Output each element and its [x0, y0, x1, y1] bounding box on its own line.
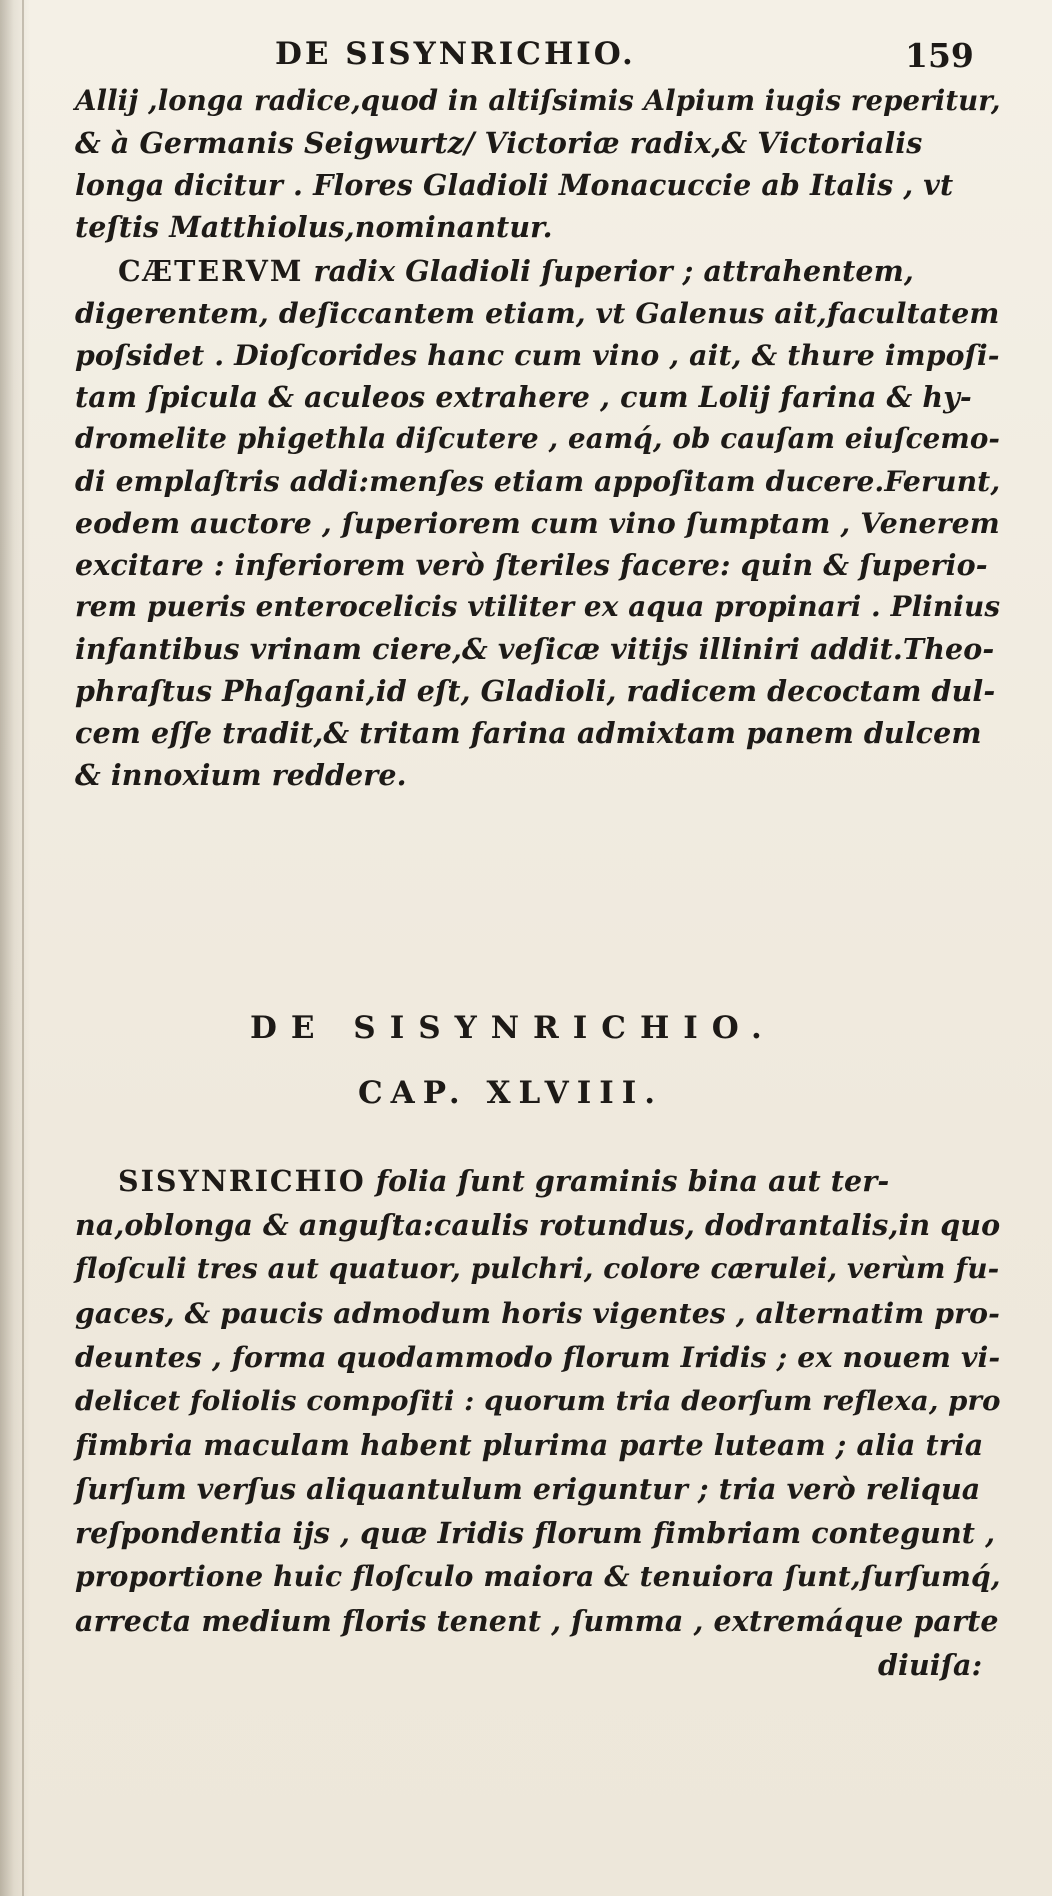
running-head: DE SISYNRICHIO.	[275, 36, 636, 72]
text-line-rest: folia ſunt graminis bina aut ter-	[365, 1164, 890, 1198]
text-line: ſurſum verſus aliquantulum eriguntur ; tria verò reliqua	[75, 1472, 981, 1506]
text-line: longa dicitur . Flores Gladioli Monacuccie ab Italis , vt	[75, 168, 954, 202]
text-line: fimbria maculam habent plurima parte luteam ; alia tria	[75, 1428, 984, 1462]
text-line: phraſtus Phaſgani,id eſt, Gladioli, radicem decoctam dul-	[75, 674, 996, 708]
text-line: tam ſpicula & aculeos extrahere , cum Lolij farina & hy-	[75, 380, 972, 414]
text-line: cem eſſe tradit,& tritam farina admixtam panem dulcem	[75, 716, 982, 750]
text-line: floſculi tres aut quatuor, pulchri, colore cærulei, verùm fu-	[75, 1252, 1000, 1285]
text-line-first	[118, 250, 914, 292]
text-line: & innoxium reddere.	[75, 758, 407, 792]
text-line: & à Germanis Seigwurtz/ Victoriæ radix,& Victorialis	[75, 126, 923, 160]
page-number: 159	[905, 36, 974, 75]
chapter-number: CAP. XLVIII.	[358, 1075, 664, 1111]
text-line: gaces, & paucis admodum horis vigentes , alternatim pro-	[75, 1296, 1000, 1330]
text-line: infantibus vrinam ciere,& veſicæ vitijs illiniri addit.Theo-	[75, 632, 995, 666]
text-line: digerentem, deſiccantem etiam, vt Galenus ait,facultatem	[75, 296, 1000, 330]
paragraph-lead-word: CÆTERVM	[118, 254, 304, 288]
text-line: rem pueris enterocelicis vtiliter ex aqua propinari . Plinius	[75, 590, 1001, 623]
text-line: deuntes , forma quodammodo florum Iridis ; ex nouem vi-	[75, 1340, 1001, 1374]
text-line: proportione huic floſculo maiora & tenuiora ſunt,ſurſumq́,	[75, 1560, 1001, 1593]
text-line: teſtis Matthiolus,nominantur.	[75, 210, 553, 244]
text-line: na,oblonga & anguſta:caulis rotundus, dodrantalis,in quo	[75, 1208, 1001, 1242]
chapter-title: DE SISYNRICHIO.	[250, 1010, 776, 1046]
text-line-first	[118, 1160, 889, 1202]
text-line: dromelite phigethla diſcutere , eamq́, ob cauſam eiuſcemo-	[75, 422, 1001, 455]
text-line: reſpondentia ijs , quæ Iridis florum fimbriam contegunt ,	[75, 1516, 996, 1550]
text-line: delicet foliolis compoſiti : quorum tria deorſum reflexa, pro	[75, 1385, 1001, 1417]
text-line-rest: radix Gladioli ſuperior ; attrahentem,	[303, 254, 914, 288]
text-line: excitare : inferiorem verò ſteriles facere: quin & ſuperio-	[75, 548, 988, 582]
text-line: Allij ,longa radice,quod in altiſsimis Alpium iugis reperitur,	[75, 84, 1001, 117]
text-line: di emplaſtris addi:menſes etiam appoſitam ducere.Ferunt,	[75, 464, 1001, 498]
paragraph-lead-word: SISYNRICHIO	[118, 1164, 366, 1198]
catchword: diuiſa:	[878, 1648, 983, 1682]
text-line: arrecta medium floris tenent , ſumma , extremáque parte	[75, 1604, 999, 1638]
text-line: poſsidet . Dioſcorides hanc cum vino , ait, & thure impoſi-	[75, 338, 1000, 372]
text-line: eodem auctore , ſuperiorem cum vino ſumptam , Venerem	[75, 506, 1000, 540]
